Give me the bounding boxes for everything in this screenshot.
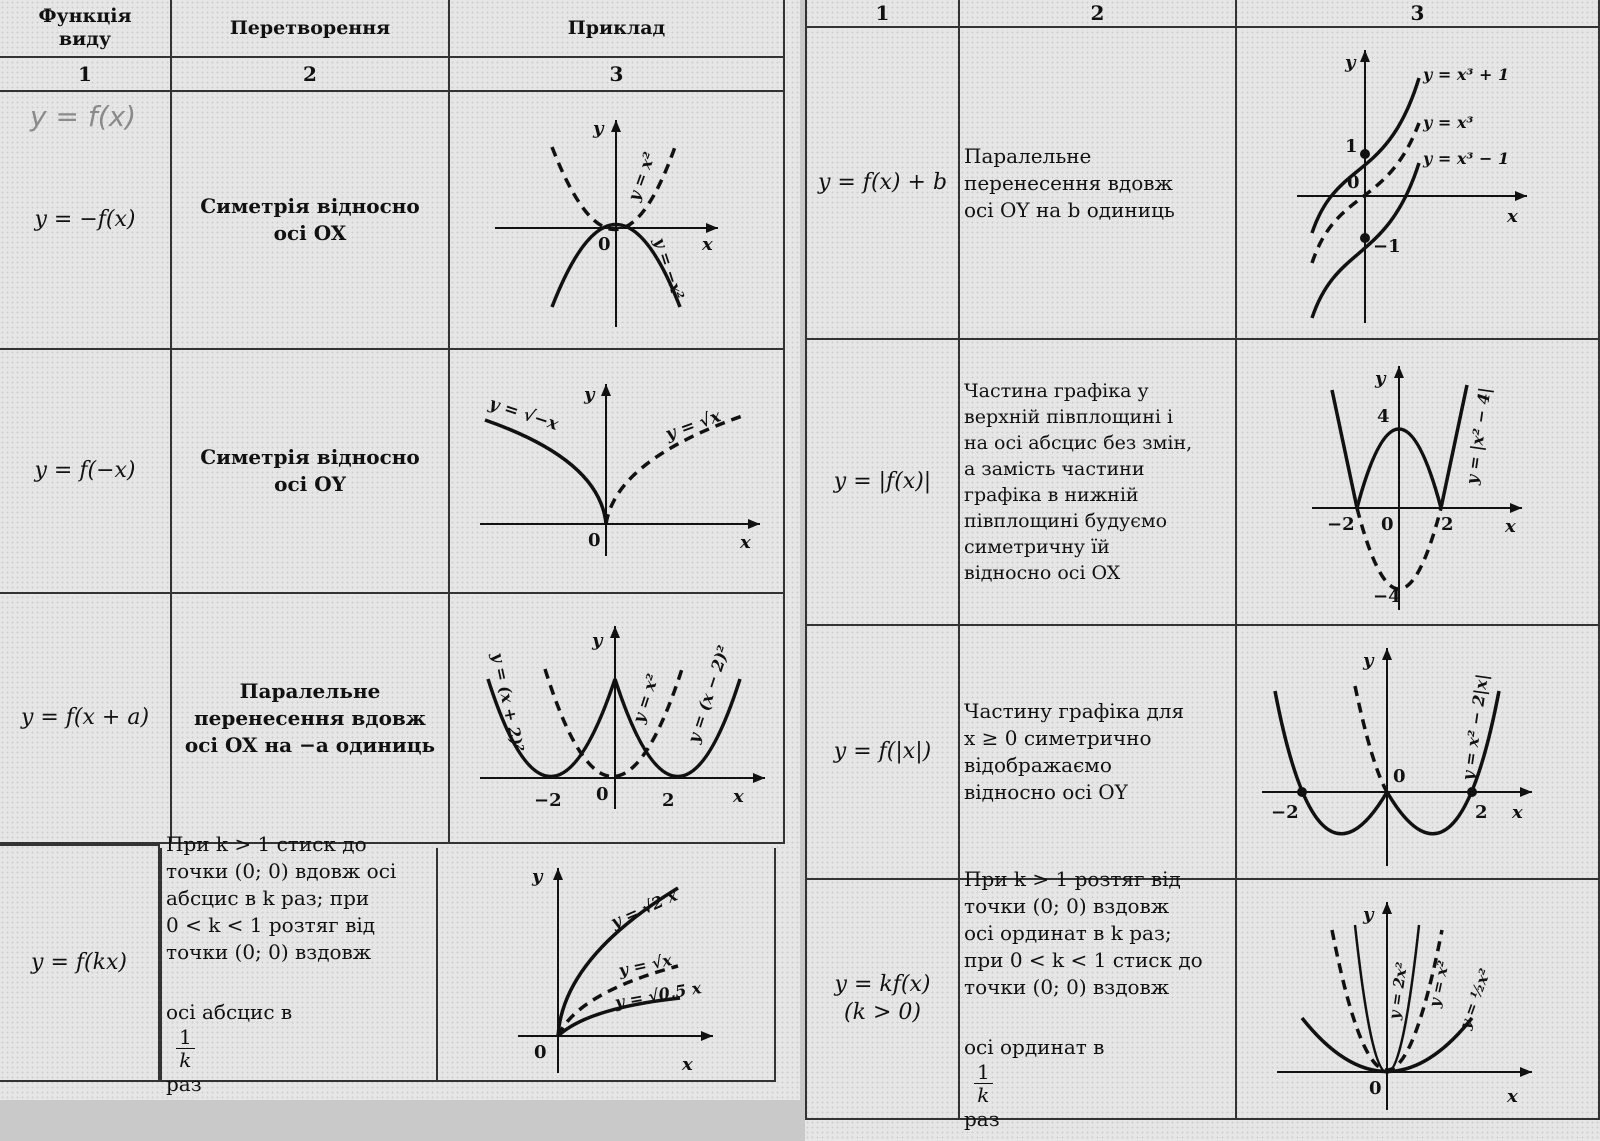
tick-label: 4 bbox=[1377, 406, 1390, 427]
column-number-2: 2 bbox=[172, 58, 450, 92]
example-graph-cell bbox=[450, 350, 785, 594]
function-label: y = f(x + a) bbox=[20, 705, 150, 730]
curve-label-x-minus-2-squared: y = (x − 2)² bbox=[683, 643, 734, 746]
left-table bbox=[0, 0, 800, 1100]
transformation-end: раз bbox=[166, 1071, 202, 1096]
curve-label-x-squared-minus-2abs-x: y = x² − 2|x| bbox=[1458, 672, 1492, 782]
curve-label-2x-squared: y = 2x² bbox=[1385, 960, 1411, 1021]
fraction-numerator: 1 bbox=[974, 1061, 993, 1084]
fraction bbox=[176, 1026, 195, 1071]
curve-label-x-cubed: y = x³ bbox=[1423, 113, 1474, 132]
x-axis-label: x bbox=[682, 1054, 693, 1075]
column-number-2: 2 bbox=[960, 0, 1237, 28]
curve-label-sqrt-2x: y = √2 x bbox=[607, 885, 681, 932]
function-cell bbox=[805, 880, 960, 1120]
tick-label: 2 bbox=[1475, 802, 1488, 823]
y-axis-label: y bbox=[1375, 368, 1386, 389]
tick-label: 0 bbox=[598, 234, 611, 255]
tick-label: 0 bbox=[588, 530, 601, 551]
x-axis-label: x bbox=[740, 532, 751, 553]
y-axis-label: y bbox=[532, 866, 543, 887]
graph-shift-ox bbox=[450, 594, 785, 844]
function-cell bbox=[805, 340, 960, 626]
x-axis-arrow bbox=[1510, 503, 1522, 513]
curve-x-minus-2-squared bbox=[615, 679, 740, 777]
curve-label-x-squared: y = x² bbox=[1425, 958, 1453, 1009]
function-label: y = f(x) + b bbox=[817, 170, 948, 195]
x-axis-label: x bbox=[1507, 1086, 1518, 1107]
graph-shift-oy bbox=[1237, 28, 1600, 340]
example-graph-cell bbox=[1237, 28, 1600, 340]
tick-label: 0 bbox=[534, 1042, 547, 1063]
curve-label-x-squared: y = x² bbox=[628, 671, 663, 726]
curve-label-half-x-squared: y = ½x² bbox=[1455, 966, 1495, 1032]
y-axis-label: y bbox=[1345, 52, 1356, 73]
function-cell bbox=[0, 350, 172, 594]
y-axis-arrow bbox=[553, 868, 563, 880]
curve-label-sqrt-minus-x: y = √−x bbox=[486, 393, 561, 435]
transformation-text: При k > 1 стиск до точки (0; 0) вдовж осі абсцис в k раз; при 0 < k < 1 розтяг від точки (0; 0) вздовж bbox=[166, 831, 397, 964]
function-label: y = f(−x) bbox=[34, 458, 136, 483]
tick-label: −4 bbox=[1373, 586, 1401, 607]
column-number-3: 3 bbox=[1237, 0, 1600, 28]
curve-label-x-cubed-minus-1: y = x³ − 1 bbox=[1423, 149, 1510, 168]
tick-label: 0 bbox=[1381, 514, 1394, 535]
column-number-3: 3 bbox=[450, 58, 785, 92]
example-graph-cell bbox=[1237, 626, 1600, 880]
transformation-cell: Частину графіка для x ≥ 0 симетрично відображаємо відносно осі OY bbox=[960, 626, 1237, 880]
graph-reflect-ox bbox=[450, 92, 785, 350]
example-graph-cell bbox=[1237, 880, 1600, 1120]
transformation-cell: Симетрія відносно осі OY bbox=[172, 350, 450, 594]
x-axis-label: x bbox=[1507, 206, 1518, 227]
x-axis-arrow bbox=[706, 223, 718, 233]
function-label: y = |f(x)| bbox=[833, 469, 932, 494]
curve-label-minus-x-squared: y = −x² bbox=[650, 235, 688, 302]
curve-branch-left bbox=[1332, 390, 1357, 508]
x-axis-arrow bbox=[1520, 1067, 1532, 1077]
right-table bbox=[805, 0, 1600, 1141]
fraction-denominator: k bbox=[977, 1082, 990, 1107]
x-axis-label: x bbox=[1505, 516, 1516, 537]
curve-label-sqrt-half-x: y = √0,5 x bbox=[613, 978, 703, 1012]
column-number-1: 1 bbox=[805, 0, 960, 28]
graph-f-abs-x bbox=[1237, 626, 1600, 880]
curve-label-x-plus-2-squared: y = (x + 2)² bbox=[488, 650, 528, 754]
y-axis-arrow bbox=[611, 120, 621, 132]
curve-label-sqrt-x: y = √x bbox=[662, 406, 724, 445]
curve-label-x-squared: y = x² bbox=[623, 149, 659, 204]
graph-compress-ox bbox=[438, 848, 776, 1082]
y-axis-arrow bbox=[1382, 902, 1392, 914]
y-axis-label: y bbox=[584, 384, 595, 405]
function-cell bbox=[805, 626, 960, 880]
tick-label: 2 bbox=[1441, 514, 1454, 535]
x-axis-arrow bbox=[1520, 787, 1532, 797]
y-axis-arrow bbox=[1394, 366, 1404, 378]
x-axis-arrow bbox=[753, 773, 765, 783]
column-number-1: 1 bbox=[0, 58, 172, 92]
function-cell bbox=[805, 28, 960, 340]
function-cell bbox=[0, 844, 160, 1082]
transformation-cell: Паралельне перенесення вдовж осі OY на b одиниць bbox=[960, 28, 1237, 340]
fraction-denominator: k bbox=[179, 1047, 192, 1072]
transformation-end: раз bbox=[964, 1106, 1000, 1131]
tick-label: −2 bbox=[534, 790, 562, 811]
transformation-tail: осі ординат в bbox=[964, 1034, 1105, 1059]
curve-sqrt-minus-x bbox=[485, 420, 606, 524]
curve-label-sqrt-x: y = √x bbox=[616, 950, 674, 980]
y-axis-label: y bbox=[593, 118, 604, 139]
y-axis-arrow bbox=[1360, 50, 1370, 62]
x-axis-label: x bbox=[733, 786, 744, 807]
function-label: y = f(kx) bbox=[31, 950, 127, 975]
example-graph-cell bbox=[450, 92, 785, 350]
tick-label: −2 bbox=[1271, 802, 1299, 823]
transformation-cell: Частина графіка у верхній півплощині і на осі абсцис без змін, а замість частини графіка в нижній півплощині будуємо симетричну їй відносно осі OX bbox=[960, 340, 1237, 626]
curve-label-x-cubed-plus-1: y = x³ + 1 bbox=[1423, 65, 1510, 84]
handwritten-note: y = f(x) bbox=[30, 100, 137, 133]
transformation-cell bbox=[160, 831, 438, 1096]
x-axis-label: x bbox=[1512, 802, 1523, 823]
x-axis-label: x bbox=[702, 234, 713, 255]
tick-label: 0 bbox=[1347, 172, 1360, 193]
point-y-1 bbox=[1360, 149, 1370, 159]
header-example: Приклад bbox=[450, 0, 785, 58]
tick-label: 1 bbox=[1345, 136, 1358, 157]
tick-label: 0 bbox=[1393, 766, 1406, 787]
graph-stretch-oy bbox=[1237, 880, 1600, 1120]
x-axis-arrow bbox=[701, 1031, 713, 1041]
example-graph-cell bbox=[1237, 340, 1600, 626]
transformation-cell: Симетрія відносно осі OX bbox=[172, 92, 450, 350]
tick-label: −2 bbox=[1327, 514, 1355, 535]
curve-label-abs: y = |x² − 4| bbox=[1462, 386, 1495, 486]
x-axis-arrow bbox=[1515, 191, 1527, 201]
tick-label: −1 bbox=[1373, 236, 1401, 257]
tick-label: 0 bbox=[596, 784, 609, 805]
y-axis-label: y bbox=[1363, 904, 1374, 925]
tick-label: 2 bbox=[662, 790, 675, 811]
transformation-fraction-line bbox=[166, 972, 432, 1098]
graph-abs-function bbox=[1237, 340, 1600, 626]
graph-reflect-oy bbox=[450, 350, 785, 594]
transformation-text: При k > 1 розтяг від точки (0; 0) вздовж осі ординат в k раз; при 0 < k < 1 стиск до точки (0; 0) вздовж bbox=[964, 866, 1203, 999]
point-2 bbox=[1467, 787, 1477, 797]
transformation-fraction-line bbox=[964, 1007, 1231, 1133]
y-axis-label: y bbox=[1363, 650, 1374, 671]
fraction bbox=[974, 1061, 993, 1106]
function-cell bbox=[0, 594, 172, 844]
header-function-type: Функція виду bbox=[0, 0, 172, 58]
example-graph-cell bbox=[450, 594, 785, 844]
transformation-cell: Паралельне перенесення вдовж осі OX на −a одиниць bbox=[172, 594, 450, 844]
y-axis-label: y bbox=[592, 630, 603, 651]
example-graph-cell bbox=[438, 848, 776, 1082]
curve-branch-right bbox=[1441, 385, 1467, 508]
point-minus-2 bbox=[1297, 787, 1307, 797]
x-axis-arrow bbox=[748, 519, 760, 529]
header-transformation: Перетворення bbox=[172, 0, 450, 58]
curve-original-part bbox=[1355, 686, 1387, 792]
tick-label: 0 bbox=[1369, 1078, 1382, 1099]
y-axis-arrow bbox=[601, 384, 611, 396]
point-y-minus-1 bbox=[1360, 233, 1370, 243]
transformation-tail: осі абсцис в bbox=[166, 999, 293, 1024]
function-label: y = −f(x) bbox=[34, 207, 136, 232]
fraction-numerator: 1 bbox=[176, 1026, 195, 1049]
function-label: y = kf(x) (k > 0) bbox=[834, 972, 931, 1025]
transformation-cell bbox=[960, 866, 1237, 1131]
function-label: y = f(|x|) bbox=[833, 739, 932, 764]
y-axis-arrow bbox=[1382, 648, 1392, 660]
y-axis-arrow bbox=[610, 626, 620, 638]
